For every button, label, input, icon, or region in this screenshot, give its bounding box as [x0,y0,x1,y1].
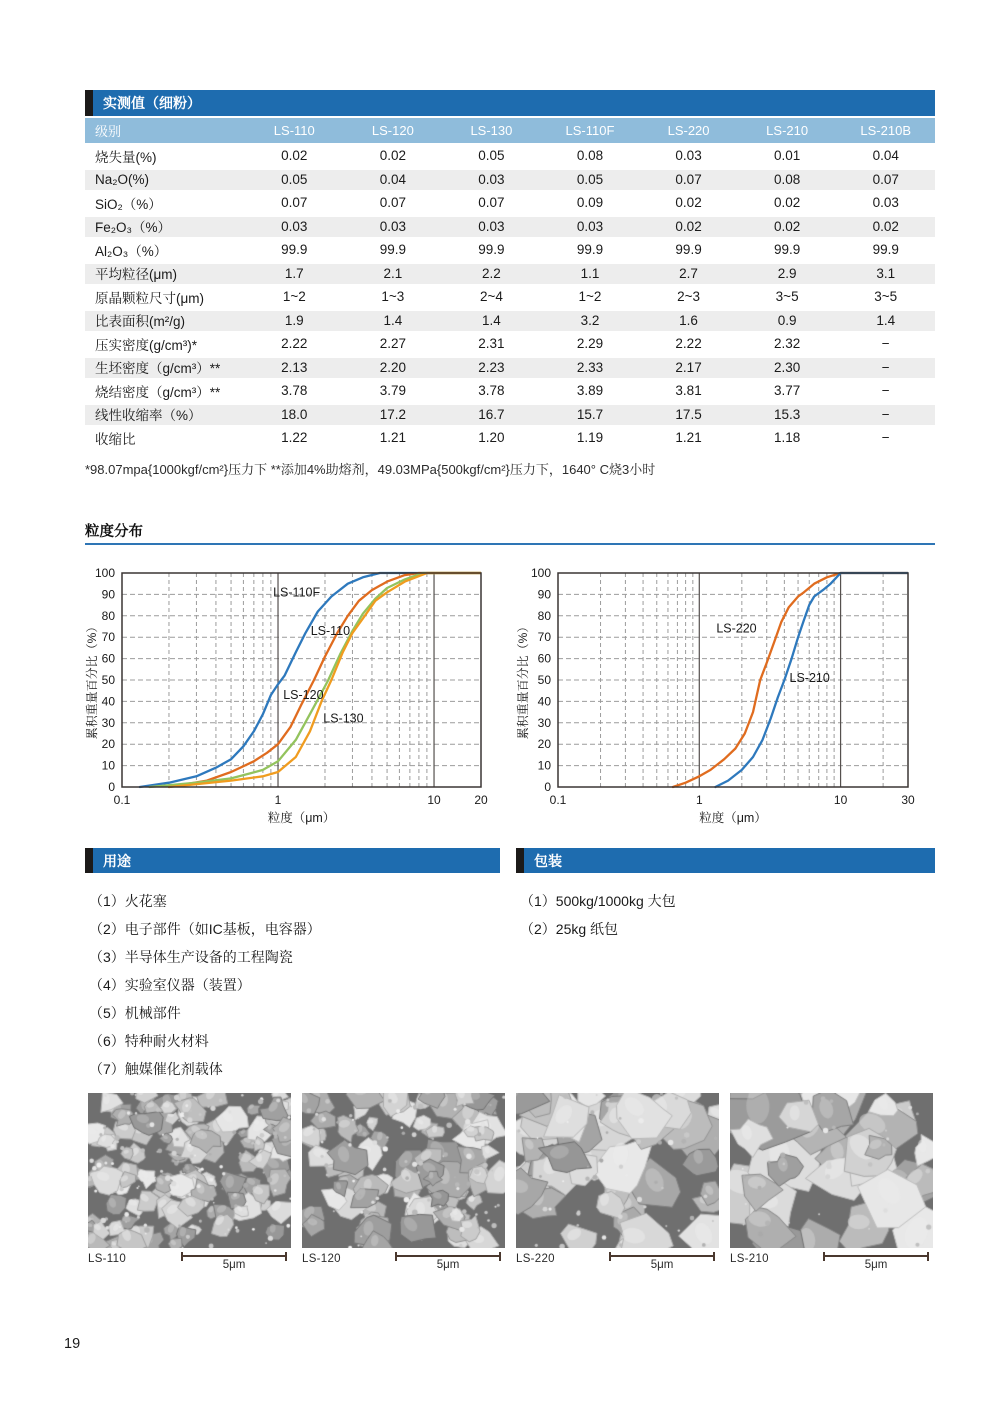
scale-label: 5μm [436,1259,460,1271]
scale-bar-line [395,1255,501,1257]
x-tick-label: 1 [695,793,703,807]
spec-value: 2.2 [482,265,501,281]
micrograph-caption [516,1251,719,1277]
y-tick-label: 20 [537,737,551,752]
spec-value: 15.7 [576,406,604,422]
packaging-item: （2）25kg 纸包 [520,921,619,937]
sem-image-ls-120 [302,1093,505,1248]
row-label: 原晶颗粒尺寸(μm) [95,290,205,306]
grade-column-LS-210: LS-210 [766,123,809,138]
y-tick-label: 90 [537,587,551,602]
spec-value: 2.22 [675,336,702,352]
scale-bar-line [609,1255,715,1257]
sem-image-ls-210 [730,1093,933,1248]
spec-value: 0.08 [773,171,801,187]
spec-value: 99.9 [281,242,308,258]
table-row [85,168,935,192]
row-label: Na₂O(%) [95,171,149,187]
spec-value: 3.78 [478,383,505,399]
spec-value: 2.13 [281,359,308,375]
spec-table-body [85,144,935,450]
row-label: 线性收缩率（%） [95,408,202,424]
applications-title: 用途 [103,852,131,869]
packaging-title: 包装 [534,852,562,869]
spec-value: 2.27 [379,336,406,352]
y-tick-label: 70 [537,630,551,645]
spec-value: 2.9 [777,265,797,281]
y-tick-label: 70 [101,630,115,645]
micrograph-label: LS-120 [302,1253,341,1265]
spec-value: − [881,336,890,352]
spec-value: 2.32 [773,336,801,352]
spec-value: 0.07 [675,171,702,187]
row-label: 收缩比 [95,431,136,447]
spec-value: 15.3 [773,406,801,422]
grade-column-LS-110F: LS-110F [565,123,615,138]
spec-value: 2.20 [379,359,406,375]
application-item: （7）触媒催化剂载体 [89,1061,223,1077]
scale-label: 5μm [864,1259,888,1271]
spec-value: 1.20 [478,430,505,446]
table-row [85,191,935,215]
spec-value: 2~3 [677,289,701,305]
x-tick-label: 30 [901,793,915,807]
application-item: （3）半导体生产设备的工程陶瓷 [89,949,293,965]
y-tick-label: 50 [537,673,551,687]
section-rule [85,543,935,545]
spec-table-title-bar [85,90,935,116]
spec-value: 2~4 [479,289,503,305]
spec-value: 0.09 [576,195,604,211]
spec-value: 0.07 [379,195,406,211]
y-tick-label: 100 [94,566,115,580]
spec-value: 1.18 [773,430,801,446]
y-tick-label: 20 [101,737,115,752]
spec-value: 0.03 [872,195,899,211]
spec-value: 99.9 [675,242,702,258]
spec-value: 3.1 [876,265,896,281]
scale-label: 5μm [222,1259,246,1271]
table-row [85,332,935,356]
spec-value: 18.0 [281,406,308,422]
table-footnote: *98.07mpa{1000kgf/cm²}压力下 **添加4%助熔剂，49.03MPa{500kgf/cm²}压力下，1640° C烧3小时 [85,462,656,477]
spec-value: 1.4 [383,312,403,328]
spec-value: 99.9 [872,242,899,258]
series-label-LS-210: LS-210 [789,670,830,685]
spec-value: 0.02 [773,218,801,234]
scale-bar-line [181,1255,287,1257]
row-label: 压实密度(g/cm³)* [95,337,197,353]
spec-value: 1.6 [679,312,698,328]
packaging-item: （1）500kg/1000kg 大包 [520,893,676,909]
particle-size-chart-fine [85,558,507,837]
spec-value: 0.02 [773,195,801,211]
spec-value: 0.02 [872,218,899,234]
scale-bar [823,1255,929,1271]
application-item: （1）火花塞 [89,893,167,909]
grade-column-LS-220: LS-220 [667,123,710,138]
spec-value: 0.02 [675,218,702,234]
spec-value: 0.07 [872,171,899,187]
spec-value: 3.89 [576,383,604,399]
table-row [85,215,935,239]
spec-value: 0.05 [576,171,604,187]
scale-bar-line [823,1255,929,1257]
spec-value: 1.19 [576,430,604,446]
micrograph-ls-120 [302,1093,505,1277]
section-title-distribution: 粒度分布 [85,524,143,540]
x-tick-label: 10 [427,793,441,807]
spec-value: 2.30 [773,359,801,375]
grade-column-LS-130: LS-130 [470,123,513,138]
grade-column-LS-110: LS-110 [273,123,315,138]
spec-value: 17.2 [379,406,406,422]
y-tick-label: 60 [537,651,551,666]
spec-table [85,90,935,450]
y-tick-label: 60 [101,651,115,666]
row-label: 平均粒径(μm) [95,267,178,283]
scale-bar [395,1255,501,1271]
table-row [85,426,935,450]
spec-value: 0.03 [576,218,604,234]
x-axis-title: 粒度（μm） [699,811,767,825]
application-item: （6）特种耐火材料 [89,1033,209,1049]
spec-value: − [881,383,890,399]
table-row [85,379,935,403]
table-row [85,285,935,309]
y-tick-label: 40 [537,694,551,709]
spec-value: 1.9 [284,312,304,328]
spec-value: 0.02 [379,148,406,164]
spec-value: 3.81 [675,383,702,399]
spec-value: 0.05 [478,148,505,164]
spec-value: 0.03 [281,218,308,234]
x-tick-label: 0.1 [549,793,567,807]
sem-image-ls-110 [88,1093,291,1248]
spec-value: 3~5 [874,289,898,305]
spec-value: 0.01 [773,148,801,164]
y-tick-label: 0 [544,780,551,794]
spec-value: 0.03 [478,218,505,234]
y-tick-label: 100 [530,566,551,580]
scale-bar [609,1255,715,1271]
y-tick-label: 90 [101,587,115,602]
row-label: 烧结密度（g/cm³）** [95,384,221,400]
spec-value: 0.02 [281,148,308,164]
scale-bar [181,1255,287,1271]
table-row [85,144,935,168]
chart-svg-right [516,558,938,832]
micrograph-ls-220 [516,1093,719,1277]
spec-table-title: 实测值（细粉） [103,95,201,111]
spec-table-header-row [85,118,935,143]
spec-value: − [881,406,890,422]
spec-value: 1.1 [580,265,600,281]
spec-value: 2.7 [679,265,698,281]
x-tick-label: 20 [474,793,488,807]
spec-value: 1.7 [284,265,304,281]
row-label: 生坯密度（g/cm³）** [95,361,221,377]
spec-value: 0.04 [872,148,899,164]
spec-value: 0.9 [777,312,797,328]
x-tick-label: 0.1 [113,793,131,807]
spec-value: 3~5 [775,289,799,305]
spec-value: 0.02 [675,195,702,211]
table-row [85,262,935,286]
spec-value: 2.29 [576,336,604,352]
spec-value: 1.4 [482,312,501,328]
series-label-LS-110: LS-110 [310,623,351,638]
y-tick-label: 10 [101,758,115,773]
y-tick-label: 30 [537,715,551,730]
packaging-title-bar [516,848,935,873]
applications-section [85,848,500,1083]
spec-value: 0.05 [281,171,308,187]
particle-size-chart-coarse [516,558,938,837]
micrograph-label: LS-220 [516,1253,555,1265]
spec-value: 1.21 [675,430,702,446]
micrograph-ls-210 [730,1093,933,1277]
chart-svg-left [85,558,507,832]
micrograph-label: LS-110 [88,1253,127,1265]
y-tick-label: 10 [537,758,551,773]
spec-value: 3.78 [281,383,308,399]
spec-value: 0.07 [478,195,505,211]
spec-value: 99.9 [379,242,406,258]
spec-value: 0.03 [379,218,406,234]
micrograph-caption [88,1251,291,1277]
row-label: Fe₂O₃（%） [95,220,171,236]
spec-value: 99.9 [773,242,801,258]
row-label: Al₂O₃（%） [95,243,168,259]
spec-value: 2.22 [281,336,308,352]
table-row [85,309,935,333]
y-tick-label: 40 [101,694,115,709]
y-tick-label: 50 [101,673,115,687]
y-tick-label: 80 [537,608,551,623]
spec-value: 2.17 [675,359,702,375]
micrograph-label: LS-210 [730,1253,769,1265]
spec-value: 3.2 [580,312,600,328]
spec-value: 2.1 [383,265,403,281]
series-label-LS-220: LS-220 [716,621,757,636]
micrograph-caption [302,1251,505,1277]
spec-value: 2.23 [478,359,505,375]
spec-value: 1.4 [876,312,896,328]
applications-title-bar [85,848,500,873]
y-axis-title: 累积重量百分比（%） [516,620,530,740]
spec-value: 3.77 [773,383,801,399]
row-label: 烧失量(%) [95,149,157,165]
spec-value: 0.03 [478,171,505,187]
application-item: （5）机械部件 [89,1005,181,1021]
x-tick-label: 10 [833,793,848,807]
spec-value: 99.9 [576,242,604,258]
application-item: （4）实验室仪器（装置） [89,977,251,993]
grade-column-LS-120: LS-120 [371,123,414,138]
row-label: 比表面积(m²/g) [95,314,185,330]
spec-value: 3.79 [379,383,406,399]
y-tick-label: 80 [101,608,115,623]
row-label: SiO₂（%） [95,196,162,212]
spec-value: 1~3 [381,289,405,305]
micrograph-row [88,1093,933,1277]
grade-column-LS-210B: LS-210B [860,123,911,138]
table-row [85,356,935,380]
scale-label: 5μm [650,1259,674,1271]
spec-value: 0.03 [675,148,702,164]
table-row [85,403,935,427]
spec-value: − [881,359,890,375]
y-tick-label: 30 [101,715,115,730]
spec-value: 1~2 [578,289,602,305]
spec-value: 0.08 [576,148,604,164]
spec-value: 17.5 [675,406,702,422]
spec-value: 1.22 [281,430,308,446]
spec-value: 0.04 [379,171,406,187]
y-tick-label: 0 [108,780,115,794]
sem-image-ls-220 [516,1093,719,1248]
spec-value: 2.33 [576,359,604,375]
packaging-section [516,848,935,943]
spec-value: 0.07 [281,195,308,211]
page-number: 19 [64,1336,81,1352]
series-label-LS-120: LS-120 [283,687,324,702]
grade-column-header: 级别 [95,124,122,139]
spec-value: 1.21 [379,430,406,446]
packaging-list [516,887,935,943]
spec-value: − [881,430,890,446]
table-row [85,238,935,262]
micrograph-caption [730,1251,933,1277]
y-axis-title: 累积重量百分比（%） [85,620,99,740]
series-label-LS-130: LS-130 [323,711,364,726]
spec-value: 1~2 [282,289,306,305]
spec-value: 16.7 [478,406,505,422]
applications-list [85,887,500,1083]
micrograph-ls-110 [88,1093,291,1277]
x-axis-title: 粒度（μm） [267,811,336,825]
spec-value: 2.31 [478,336,505,352]
spec-value: 99.9 [478,242,505,258]
application-item: （2）电子部件（如IC基板，电容器） [89,921,321,937]
series-label-LS-110F: LS-110F [273,585,321,600]
x-tick-label: 1 [274,793,282,807]
